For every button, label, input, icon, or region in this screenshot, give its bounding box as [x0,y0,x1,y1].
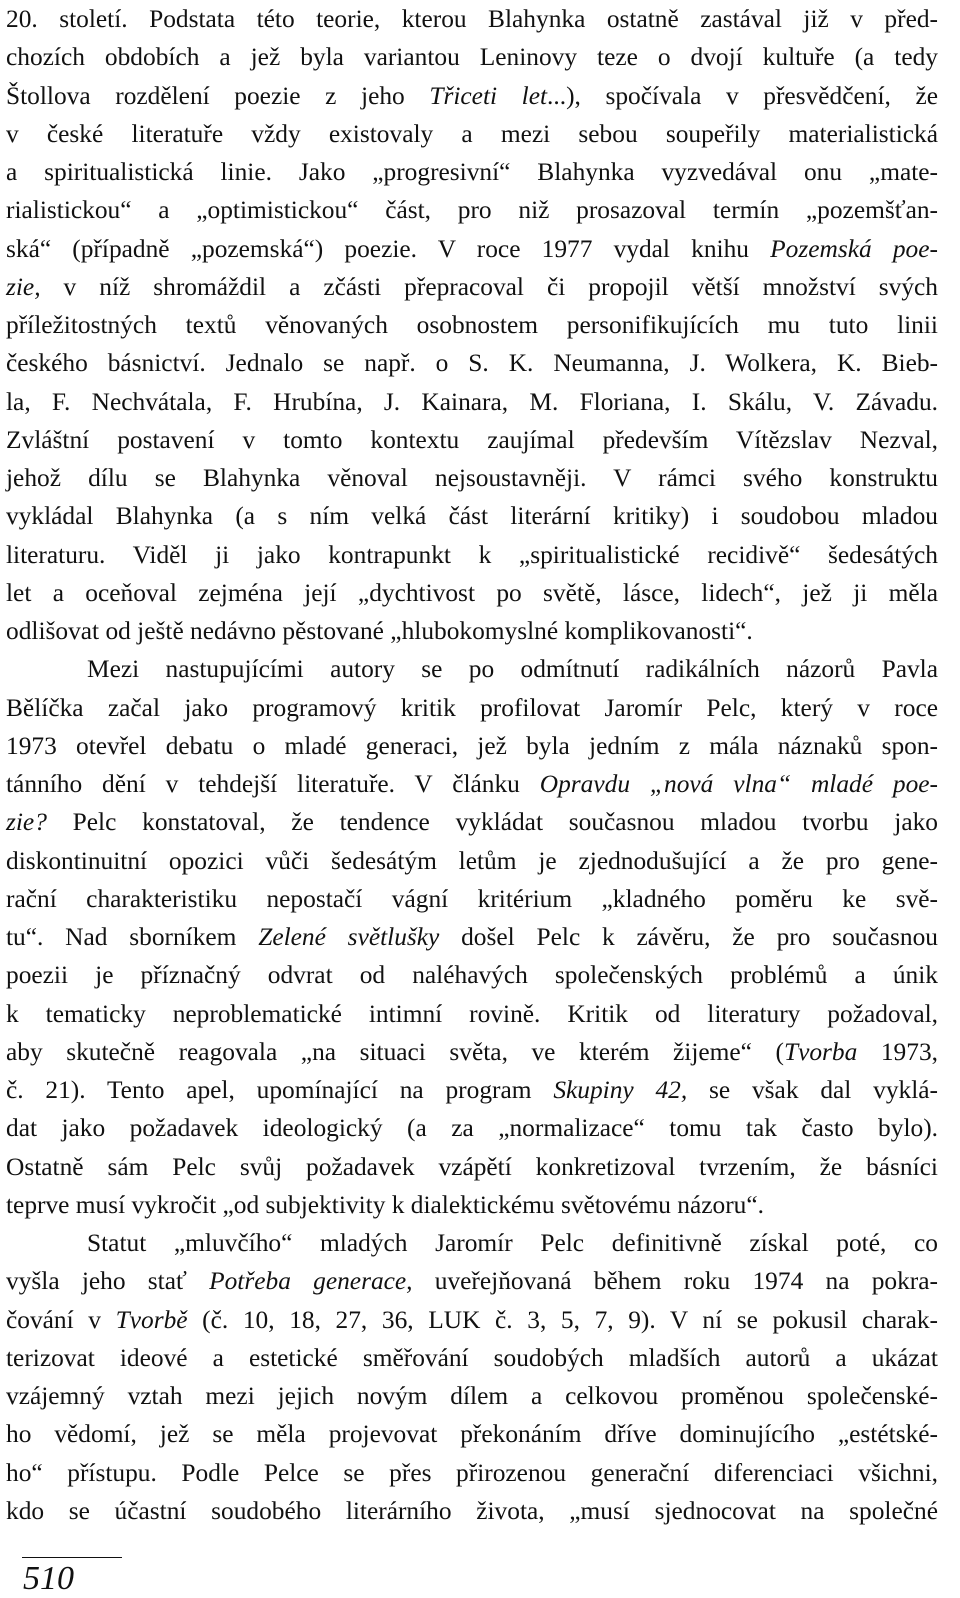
text-segment: let a oceňoval zejména její „dychtivost po světě, lásce, lidech“, jež ji měla [6,578,938,607]
italic-title: Zelené světlušky [258,923,440,951]
text-segment: vyšla jeho stať [6,1267,210,1296]
text-segment: uveřejňovaná během roku 1974 na pokra- [412,1267,938,1296]
text-line [6,1454,938,1492]
text-segment: č. 21). Tento apel, upomínající na program [6,1076,554,1104]
text-line [6,1109,938,1147]
text-line [6,650,938,688]
text-segment: 1973 otevřel debatu o mladé generaci, jež byla jedním z mála náznaků spon- [6,731,938,760]
italic-title: Tvorbě [115,1305,188,1334]
text-line [6,956,938,994]
text-line [6,727,938,765]
text-segment: tu“. Nad sborníkem [6,923,259,951]
text-line [6,1148,938,1186]
text-line [6,153,938,191]
text-segment: ho vědomí, jež se měla projevovat překonáním dříve dominujícího „estétské- [6,1420,938,1449]
text-line [6,77,938,115]
text-segment: rační charakteristiku nepostačí vágní kritérium „kladného poměru ke svě- [6,884,938,913]
text-line [6,38,938,76]
text-segment: Mezi nastupujícími autory se po odmítnutí radikálních názorů Pavla [87,655,938,684]
text-segment: došel Pelc k závěru, že pro současnou [439,923,938,951]
text-segment: Pelc konstatoval, že tendence vykládat současnou mladou tvorbu jako [46,808,938,837]
text-line [6,383,938,421]
italic-title: Pozemská poe- [770,234,938,263]
text-segment: diskontinuitní opozici vůči šedesátým letům je zjednodušující a že pro gene- [6,846,938,875]
text-line [6,842,938,880]
italic-title: Třiceti let [429,81,548,110]
text-line [6,689,938,727]
text-segment: se však dal vyklá- [687,1076,939,1104]
text-line [6,995,938,1033]
text-segment: vykládal Blahynka (a s ním velká část literární kritiky) i soudobou mladou [6,502,938,531]
text-segment: ská“ (případně „pozemská“) poezie. V roce 1977 vydal knihu [6,234,771,263]
text-line [6,459,938,497]
footer-rule [22,1557,122,1558]
text-line [6,1186,938,1224]
text-segment: a spiritualistická linie. Jako „progresivní“ Blahynka vyzvedával onu „mate- [6,158,938,186]
text-line [6,497,938,535]
text-segment: ho“ přístupu. Podle Pelce se přes přirozenou generační diferenciaci všichni, [6,1458,938,1487]
text-segment: Statut „mluvčího“ mladých Jaromír Pelc definitivně získal poté, co [87,1229,938,1257]
text-segment: 20. století. Podstata této teorie, kterou Blahynka ostatně zastával již v před- [6,5,938,33]
text-line [6,1071,938,1109]
text-segment: poezii je příznačný odvrat od naléhavých společenských problémů a únik [6,961,938,990]
text-line [6,1492,938,1530]
italic-title: Tvorba [783,1037,858,1066]
text-line [6,765,938,803]
text-segment: Ostatně sám Pelc svůj požadavek vzápětí konkretizoval tvrzením, že básníci [6,1152,938,1181]
text-segment: příležitostných textů věnovaných osobnostem personifikujících mu tuto linii [6,311,938,339]
text-line [6,803,938,841]
text-segment: rialistickou“ a „optimistickou“ část, pro niž prosazoval termín „pozemšťan- [6,196,938,225]
text-segment: literaturu. Viděl ji jako kontrapunkt k „spiritualistické recidivě“ šedesátých [6,540,938,569]
text-segment: terizovat ideové a estetické směřování soudobých mladších autorů a ukázat [6,1343,938,1372]
text-line [6,536,938,574]
text-segment: k tematicky neproblematické intimní rovině. Kritik od literatury požadoval, [6,999,938,1028]
text-line [6,115,938,153]
text-segment: kdo se účastní soudobého literárního života, „musí sjednocovat na společné [6,1496,938,1525]
text-line [6,1262,938,1300]
italic-title: zie? [6,808,47,837]
italic-title: Opravdu „nová vlna“ mladé poe- [539,770,938,798]
italic-title: Potřeba generace, [209,1267,413,1296]
text-segment: čování v [6,1305,116,1334]
page-number: 510 [23,1560,74,1597]
text-line [6,574,938,612]
text-segment: la, F. Nechvátala, F. Hrubína, J. Kainara, M. Floriana, I. Skálu, V. Závadu. [6,387,938,416]
text-segment: Bělíčka začal jako programový kritik profilovat Jaromír Pelc, který v roce [6,693,938,722]
text-line [6,880,938,918]
text-segment: v níž shromáždil a zčásti přepracoval či propojil větší množství svých [40,272,938,301]
text-line [6,1377,938,1415]
text-line [6,191,938,229]
text-segment: chozích obdobích a jež byla variantou Leninovy teze o dvojí kultuře (a tedy [6,43,938,72]
text-segment: dat jako požadavek ideologický (a za „normalizace“ tomu tak často bylo). [6,1114,938,1143]
text-line [6,1339,938,1377]
text-segment: Zvláštní postavení v tomto kontextu zaujímal především Vítězslav Nezval, [6,425,938,454]
text-segment: v české literatuře vždy existovaly a mezi sebou soupeřily materialistická [6,119,938,148]
text-line [6,1033,938,1071]
document-body [6,0,938,1530]
text-segment: tánního dění v tehdejší literatuře. V článku [6,770,540,798]
text-line [6,1415,938,1453]
text-line [6,918,938,956]
text-line [6,1301,938,1339]
text-line [6,421,938,459]
text-segment: teprve musí vykročit „od subjektivity k dialektickému světovému názoru“. [6,1190,764,1219]
text-line [6,344,938,382]
text-line [6,268,938,306]
text-line [6,1224,938,1262]
text-line [6,0,938,38]
text-segment: českého básnictví. Jednalo se např. o S. K. Neumanna, J. Wolkera, K. Bieb- [6,349,938,378]
text-segment: aby skutečně reagovala „na situaci světa, ve kterém žijeme“ ( [6,1037,784,1066]
text-segment: odlišovat od ještě nedávno pěstované „hlubokomyslné komplikovanosti“. [6,617,753,645]
text-segment: (č. 10, 18, 27, 36, LUK č. 3, 5, 7, 9). V ní se pokusil charak- [187,1305,938,1334]
italic-title: Skupiny 42, [553,1076,688,1104]
text-segment: 1973, [857,1037,938,1066]
text-line [6,612,938,650]
text-segment: vzájemný vztah mezi jejich novým dílem a celkovou proměnou společenské- [6,1382,938,1410]
text-line [6,230,938,268]
text-segment: Štollova rozdělení poezie z jeho [6,81,430,110]
italic-title: zie, [6,272,41,301]
text-segment: jehož dílu se Blahynka věnoval nejsoustavněji. V rámci svého konstruktu [6,464,938,492]
text-line [6,306,938,344]
text-segment: ...), spočívala v přesvědčení, že [547,81,938,110]
